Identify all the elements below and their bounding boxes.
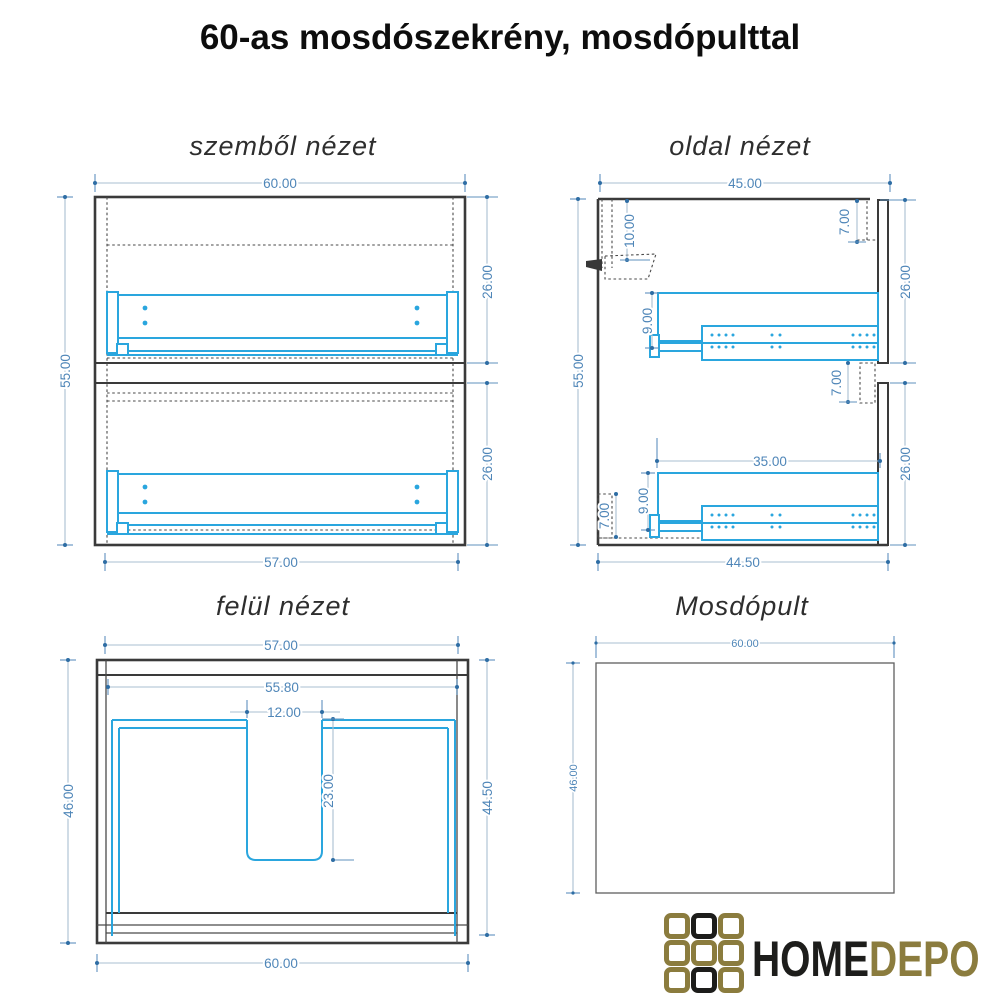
front-dim-bottom-drawer — [467, 381, 498, 547]
side-dim-mid-gap — [829, 361, 857, 404]
homedepo-logo-grid — [663, 912, 745, 994]
side-dim-top-setback — [837, 199, 866, 244]
top-view-title: felül nézet — [215, 591, 351, 621]
svg-text:26.00: 26.00 — [898, 265, 913, 299]
svg-text:60.00: 60.00 — [263, 176, 297, 191]
svg-text:44.50: 44.50 — [480, 781, 495, 815]
countertop-dim-depth — [566, 661, 580, 894]
svg-text:26.00: 26.00 — [480, 447, 495, 481]
side-dim-slide-length — [655, 438, 882, 469]
top-dim-inner-depth — [479, 658, 495, 937]
logo-square — [694, 943, 715, 964]
svg-text:46.00: 46.00 — [568, 764, 580, 792]
logo-word-home: HOME — [752, 931, 869, 987]
svg-text:55.00: 55.00 — [58, 354, 73, 388]
hanger-bracket-dashed — [605, 254, 656, 279]
logo-square — [667, 970, 688, 991]
side-dim-overall-depth — [598, 174, 892, 192]
logo-square — [667, 943, 688, 964]
svg-text:55.00: 55.00 — [571, 354, 586, 388]
top-cabinet-outline — [97, 660, 468, 943]
side-dim-carcass-depth — [596, 553, 890, 571]
svg-text:9.00: 9.00 — [640, 307, 655, 335]
front-dim-top-drawer — [467, 195, 498, 365]
side-top-drawer — [650, 293, 878, 360]
logo-square — [667, 916, 688, 937]
countertop-view-title: Mosdópult — [675, 591, 809, 621]
slide-rivets-bottom — [711, 514, 876, 529]
countertop-dim-width — [594, 636, 895, 658]
svg-text:7.00: 7.00 — [829, 369, 844, 397]
front-view-title: szemből nézet — [189, 131, 377, 161]
front-cabinet-outline — [95, 197, 465, 545]
svg-text:26.00: 26.00 — [480, 265, 495, 299]
wall-bracket-tip — [586, 259, 602, 271]
front-dim-carcass-width — [103, 553, 460, 571]
logo-word-depo: DEPO — [869, 931, 980, 987]
svg-text:46.00: 46.00 — [61, 784, 76, 818]
countertop-outline — [596, 663, 894, 893]
page-title: 60-as mosdószekrény, mosdópulttal — [199, 18, 801, 57]
logo-square — [694, 970, 715, 991]
top-view — [60, 591, 495, 972]
slide-rivets-top — [711, 334, 876, 349]
top-dim-overall-width — [95, 954, 470, 972]
side-dim-plinth-height — [597, 492, 618, 539]
svg-text:60.00: 60.00 — [264, 956, 298, 971]
svg-text:7.00: 7.00 — [837, 208, 852, 236]
svg-text:9.00: 9.00 — [636, 487, 651, 515]
front-dim-overall-height — [57, 195, 73, 547]
countertop-view — [566, 591, 896, 895]
logo-square — [721, 916, 742, 937]
svg-text:57.00: 57.00 — [264, 638, 298, 653]
side-dim-overall-height — [570, 197, 586, 547]
svg-text:55.80: 55.80 — [265, 680, 299, 695]
side-bottom-drawer — [650, 473, 878, 540]
side-dim-hanger-offset — [620, 199, 650, 262]
logo-square — [694, 916, 715, 937]
svg-text:60.00: 60.00 — [731, 638, 759, 650]
homedepo-logo-text — [752, 931, 980, 987]
svg-text:35.00: 35.00 — [753, 454, 787, 469]
side-view — [570, 131, 916, 571]
svg-text:10.00: 10.00 — [622, 214, 637, 248]
logo-square — [721, 970, 742, 991]
svg-text:45.00: 45.00 — [728, 176, 762, 191]
top-dim-overall-depth — [60, 658, 76, 945]
svg-text:44.50: 44.50 — [726, 555, 760, 570]
front-view — [57, 131, 498, 571]
side-dim-bottom-front-height — [890, 381, 916, 547]
side-dim-top-front-height — [880, 198, 916, 365]
top-dim-carcass-width — [103, 636, 460, 654]
side-view-title: oldal nézet — [669, 131, 811, 161]
front-dim-overall-width — [93, 174, 467, 192]
logo-square — [721, 943, 742, 964]
svg-text:12.00: 12.00 — [267, 705, 301, 720]
svg-text:7.00: 7.00 — [597, 502, 612, 530]
svg-text:23.00: 23.00 — [321, 774, 336, 808]
svg-text:26.00: 26.00 — [898, 447, 913, 481]
svg-text:57.00: 57.00 — [264, 555, 298, 570]
